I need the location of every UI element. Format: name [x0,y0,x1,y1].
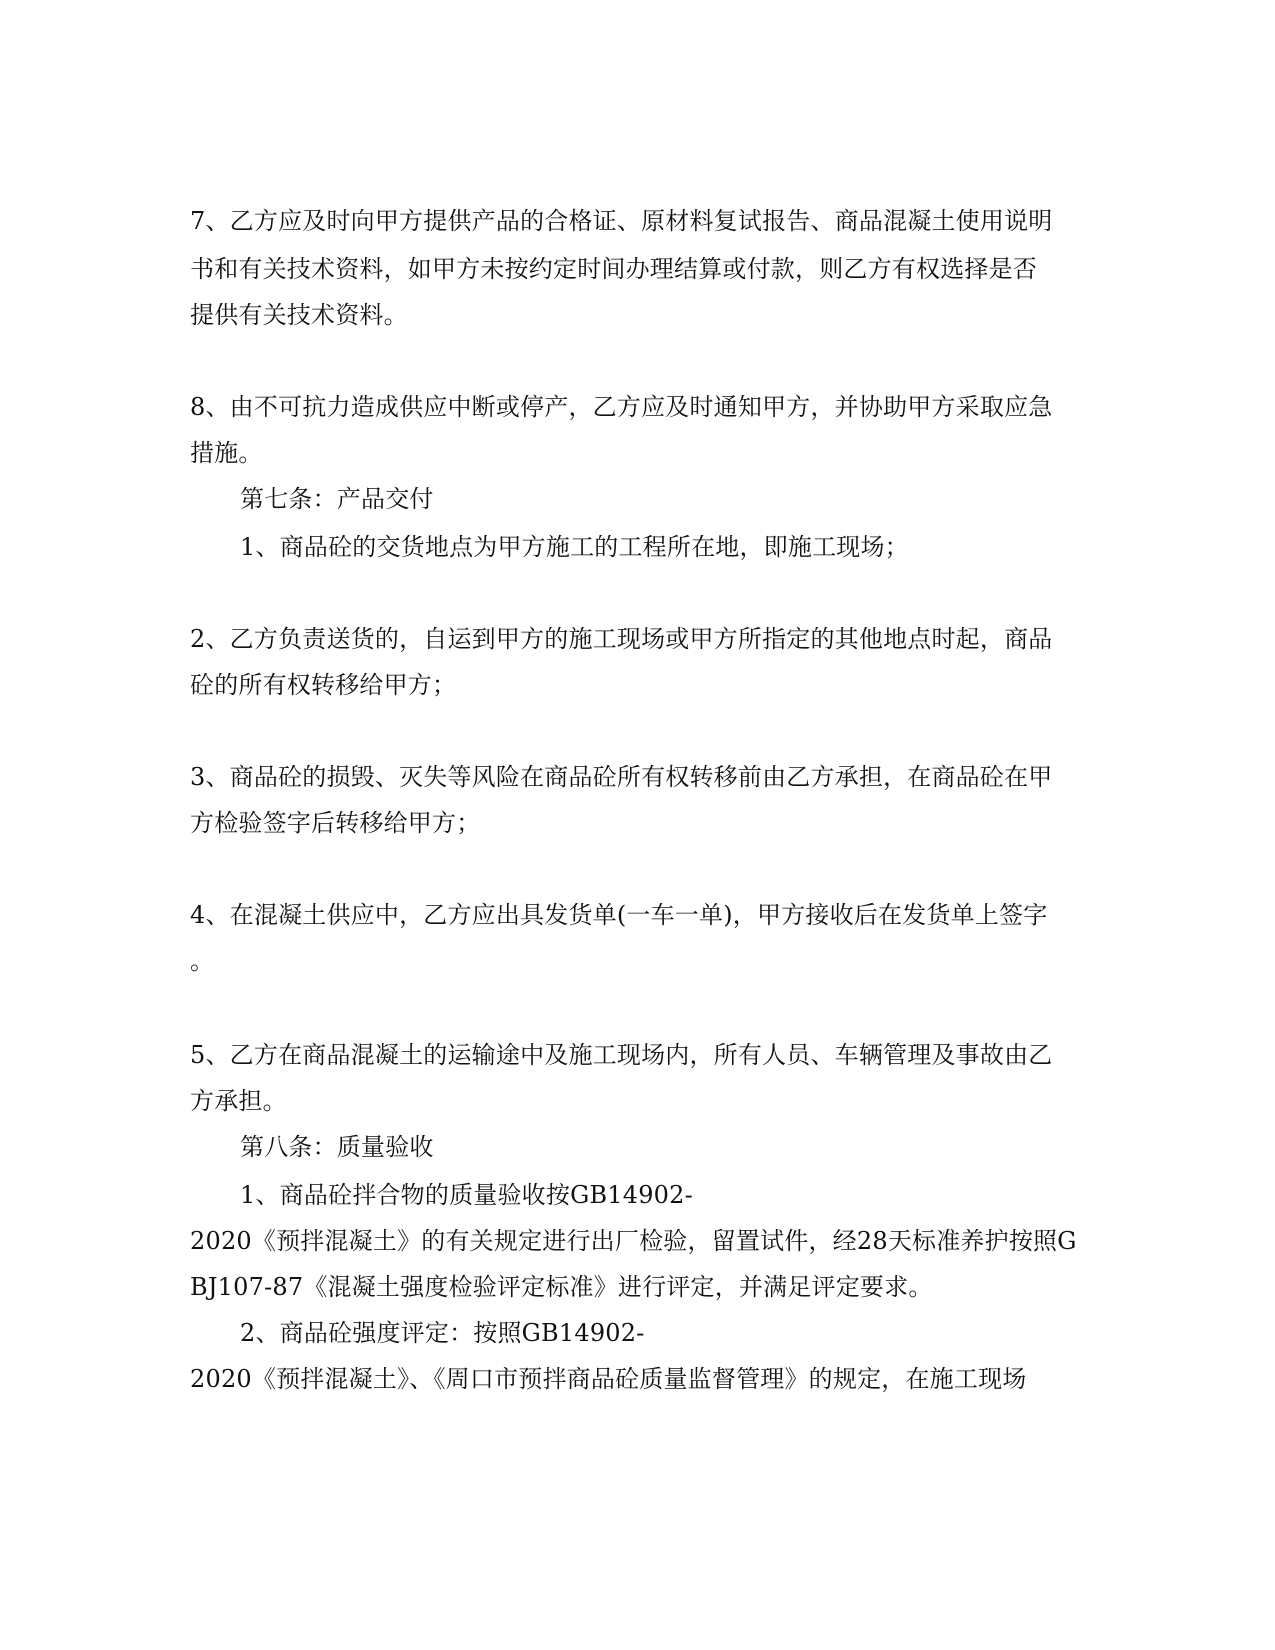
text-line: 4、在混凝土供应中，乙方应出具发货单(一车一单)，甲方接收后在发货单上签字 [190,901,1048,929]
text-line: BJ107-87《混凝土强度检验评定标准》进行评定，并满足评定要求。 [190,1273,933,1301]
section-heading: 第七条：产品交付 [240,485,434,513]
text-line: 。 [190,947,215,975]
text-line: 2、乙方负责送货的，自运到甲方的施工现场或甲方所指定的其他地点时起，商品 [190,625,1053,653]
text-line: 2、商品砼强度评定：按照GB14902- [240,1319,645,1347]
text-line: 砼的所有权转移给甲方； [190,671,457,699]
text-line: 7、乙方应及时向甲方提供产品的合格证、原材料复试报告、商品混凝土使用说明 [190,207,1053,235]
text-line: 2020《预拌混凝土》、《周口市预拌商品砼质量监督管理》的规定，在施工现场 [190,1365,1027,1393]
text-line: 2020《预拌混凝土》的有关规定进行出厂检验，留置试件，经28天标准养护按照G [190,1227,1077,1255]
text-line: 5、乙方在商品混凝土的运输途中及施工现场内，所有人员、车辆管理及事故由乙 [190,1041,1053,1069]
section-heading: 第八条：质量验收 [240,1133,434,1161]
text-line: 8、由不可抗力造成供应中断或停产，乙方应及时通知甲方，并协助甲方采取应急 [190,393,1053,421]
text-line: 书和有关技术资料，如甲方未按约定时间办理结算或付款，则乙方有权选择是否 [190,255,1037,283]
text-line: 3、商品砼的损毁、灭失等风险在商品砼所有权转移前由乙方承担，在商品砼在甲 [190,763,1053,791]
text-line: 方检验签字后转移给甲方； [190,809,481,837]
text-line: 1、商品砼拌合物的质量验收按GB14902- [240,1181,693,1209]
text-line: 提供有关技术资料。 [190,301,408,329]
text-line: 措施。 [190,439,263,467]
text-line: 1、商品砼的交货地点为甲方施工的工程所在地，即施工现场； [240,533,909,561]
text-line: 方承担。 [190,1087,287,1115]
